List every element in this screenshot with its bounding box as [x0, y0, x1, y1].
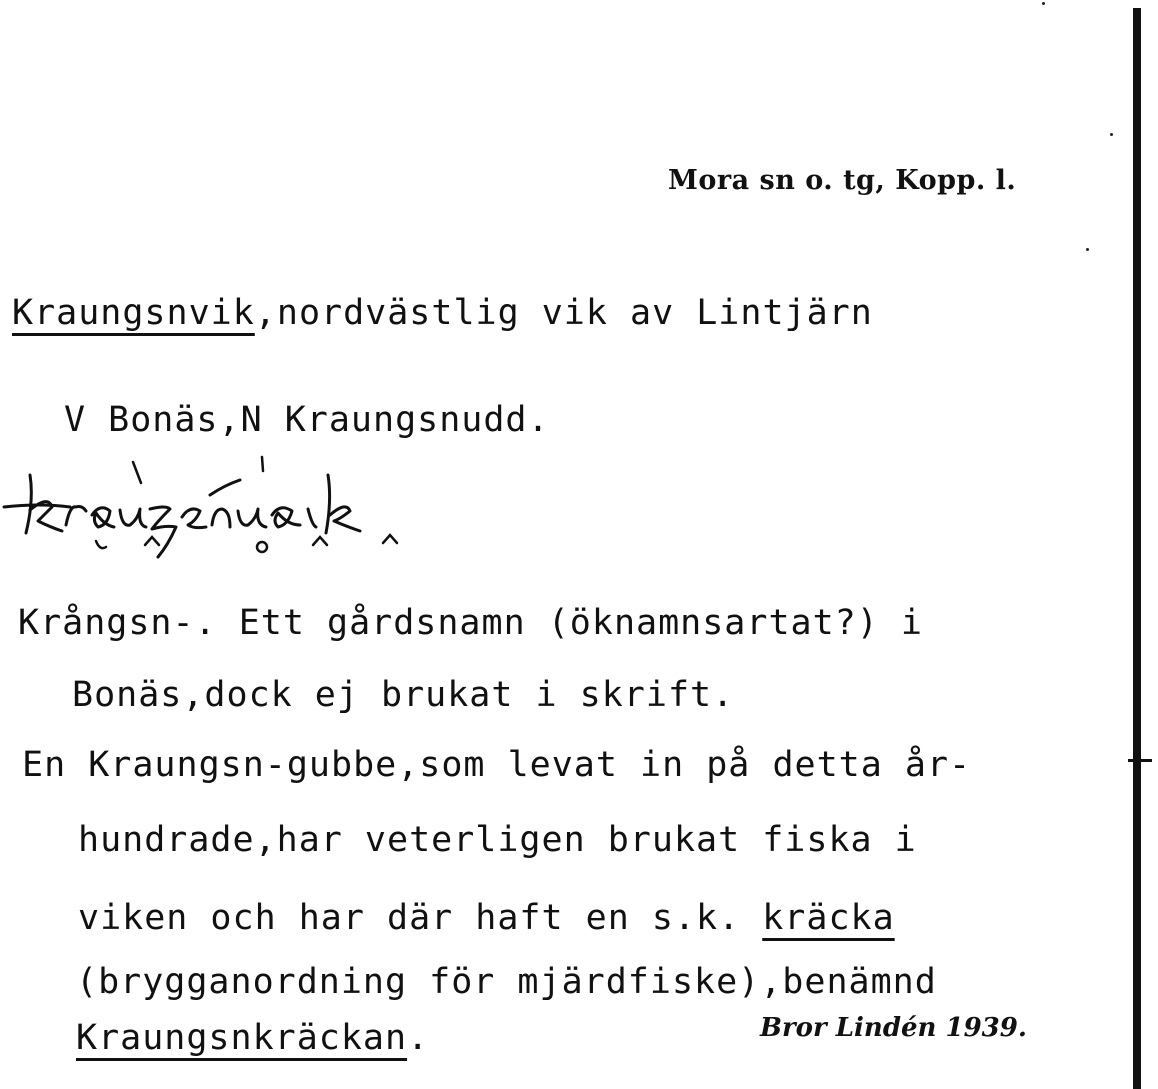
- entry-line-1: [12, 293, 873, 333]
- headword: Kraungsnvik: [12, 293, 255, 333]
- body-line-5: [78, 898, 895, 938]
- body-line-3: En Kraungsn-gubbe,som levat in på detta år-: [22, 745, 972, 785]
- body-line-4: hundrade,har veterligen brukat fiska i: [78, 820, 917, 860]
- speck: [1042, 2, 1045, 5]
- speck: [1086, 248, 1089, 251]
- body-line-2: Bonäs,dock ej brukat i skrift.: [72, 675, 735, 715]
- speck: [1110, 133, 1113, 136]
- body-line-5-text: viken och har där haft en s.k.: [78, 898, 763, 938]
- headword-description: ,nordvästlig vik av Lintjärn: [254, 293, 873, 333]
- term-kraungsnkrackan: Kraungsnkräckan: [76, 1018, 408, 1058]
- author-signature: Bror Lindén 1939.: [760, 1013, 1027, 1043]
- body-line-1: Krångsn-. Ett gårdsnamn (öknamnsartat?) i: [18, 603, 923, 643]
- body-line-7: [76, 1018, 429, 1058]
- body-line-6: (brygganordning för mjärdfiske),benämnd: [76, 962, 937, 1002]
- place-stamp: Mora sn o. tg, Kopp. l.: [668, 165, 1017, 196]
- card-right-edge: [1133, 8, 1141, 1089]
- hyphen-mark: [1128, 759, 1152, 762]
- term-kracka: kräcka: [762, 898, 895, 938]
- entry-line-2: V Bonäs,N Kraungsnudd.: [64, 400, 550, 440]
- body-line-7-end: .: [407, 1018, 430, 1058]
- handwritten-phonetic-transcription: [0, 455, 480, 565]
